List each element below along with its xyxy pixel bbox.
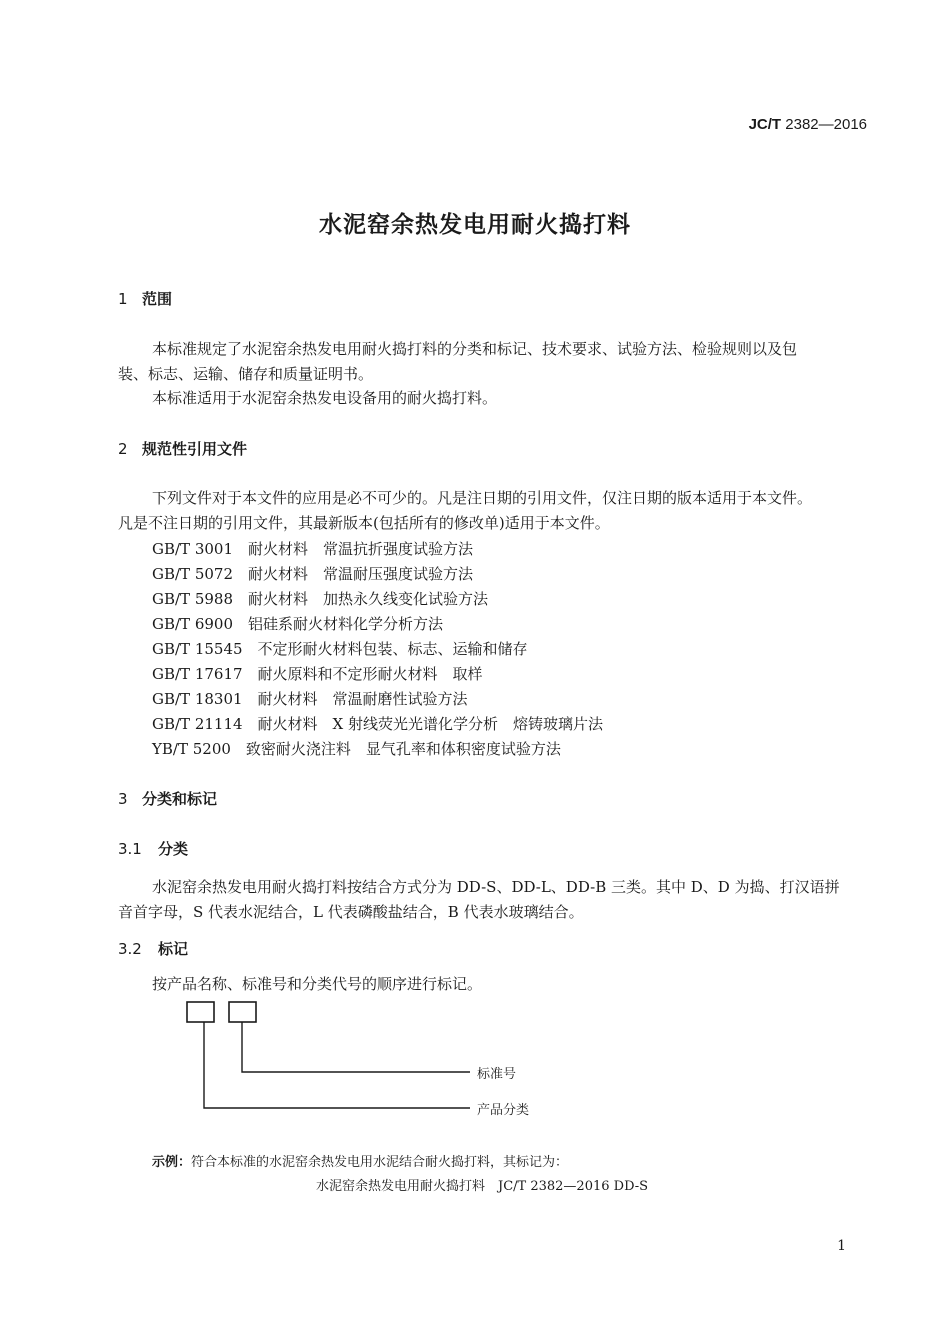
subsection-number: 3.2 (118, 940, 142, 958)
subsection-title: 标记 (158, 940, 189, 958)
example-marking: 水泥窑余热发电用耐火捣打料 JC/T 2382—2016 DD-S (316, 1179, 649, 1194)
section-1-paragraph-line-2: 装、标志、运输、储存和质量证明书。 (118, 365, 374, 383)
reference-item: GB/T 5988 耐火材料 加热永久线变化试验方法 (152, 590, 489, 608)
section-title: 范围 (142, 290, 173, 308)
section-3-heading (118, 788, 217, 809)
section-2-heading (118, 438, 247, 459)
section-number: 3 (118, 790, 128, 808)
document-title: 水泥窑余热发电用耐火捣打料 (319, 212, 631, 238)
section-title: 分类和标记 (142, 790, 218, 808)
page-number: 1 (837, 1238, 846, 1254)
subsection-3-1-line-1: 水泥窑余热发电用耐火捣打料按结合方式分为 DD-S、DD-L、DD-B 三类。其中 D、D 为捣、打汉语拼 (152, 878, 840, 896)
reference-item: GB/T 21114 耐火材料 X 射线荧光光谱化学分析 熔铸玻璃片法 (152, 715, 603, 733)
reference-item: YB/T 5200 致密耐火浇注料 显气孔率和体积密度试验方法 (152, 740, 561, 758)
example-label: 示例： (152, 1155, 192, 1170)
subsection-3-1-heading (118, 838, 188, 859)
example-line (152, 1151, 568, 1170)
diagram-label-standard-number: 标准号 (477, 1067, 517, 1082)
diagram-label-product-category: 产品分类 (477, 1103, 530, 1118)
standard-code-header (749, 116, 867, 133)
reference-item: GB/T 6900 铝硅系耐火材料化学分析方法 (152, 615, 444, 633)
section-1-heading (118, 288, 172, 309)
section-1-paragraph-2: 本标准适用于水泥窑余热发电设备用的耐火捣打料。 (152, 389, 498, 407)
subsection-3-1-line-2: 音首字母，S 代表水泥结合，L 代表磷酸盐结合，B 代表水玻璃结合。 (118, 903, 584, 921)
section-number: 1 (118, 290, 128, 308)
reference-item: GB/T 5072 耐火材料 常温耐压强度试验方法 (152, 565, 474, 583)
section-number: 2 (118, 440, 128, 458)
reference-item: GB/T 17617 耐火原料和不定形耐火材料 取样 (152, 665, 483, 683)
subsection-number: 3.1 (118, 840, 142, 858)
example-text: 符合本标准的水泥窑余热发电用水泥结合耐火捣打料，其标记为： (191, 1155, 569, 1170)
section-2-intro-line-2: 凡是不注日期的引用文件，其最新版本(包括所有的修改单)适用于本文件。 (118, 514, 610, 532)
product-name-box (187, 1002, 214, 1022)
subsection-3-2-heading (118, 938, 188, 959)
section-2-intro-line-1: 下列文件对于本文件的应用是必不可少的。凡是注日期的引用文件，仅注日期的版本适用于本文件。 (152, 489, 813, 507)
standard-code-prefix: JC/T (748, 116, 782, 133)
section-title: 规范性引用文件 (142, 440, 248, 458)
reference-item: GB/T 15545 不定形耐火材料包装、标志、运输和储存 (152, 640, 528, 658)
reference-item: GB/T 3001 耐火材料 常温抗折强度试验方法 (152, 540, 474, 558)
standard-number-box (229, 1002, 256, 1022)
subsection-title: 分类 (158, 840, 189, 858)
subsection-3-2-line-1: 按产品名称、标准号和分类代号的顺序进行标记。 (152, 975, 483, 993)
section-1-paragraph-line-1: 本标准规定了水泥窑余热发电用耐火捣打料的分类和标记、技术要求、试验方法、检验规则以及包 (152, 340, 798, 358)
standard-number-leader-line (242, 1022, 470, 1072)
product-category-leader-line (204, 1022, 470, 1108)
marking-diagram (180, 998, 480, 1118)
reference-item: GB/T 18301 耐火材料 常温耐磨性试验方法 (152, 690, 468, 708)
standard-code-rest: 2382—2016 (781, 116, 867, 133)
